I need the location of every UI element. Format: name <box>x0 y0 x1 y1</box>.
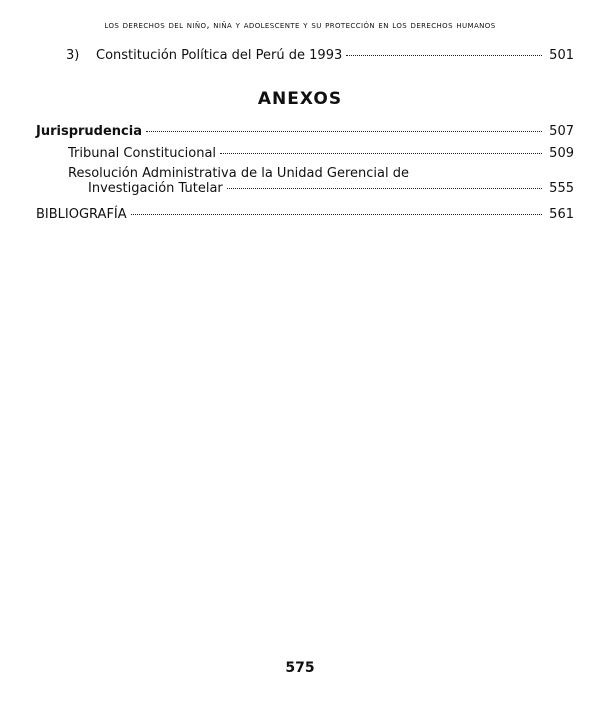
dot-leader <box>227 188 542 189</box>
toc-entry-page: 509 <box>549 146 574 161</box>
toc-entry-tribunal[interactable] <box>68 146 574 161</box>
toc-entry-constitucion[interactable] <box>66 48 574 63</box>
running-header: los derechos del niño, niña y adolescente y su protección en los derechos humanos <box>104 20 496 31</box>
page-number: 575 <box>285 660 315 676</box>
dot-leader <box>220 153 542 154</box>
toc-entry-label <box>66 48 342 63</box>
toc-entry-title: Jurisprudencia <box>36 124 142 139</box>
dot-leader <box>346 55 542 56</box>
toc-entry-page: 501 <box>549 48 574 63</box>
toc-entry-resolucion-line1: Resolución Administrativa de la Unidad Gerencial de <box>68 166 409 181</box>
toc-entry-page: 561 <box>549 207 574 222</box>
toc-entry-page: 507 <box>549 124 574 139</box>
toc-entry-title: BIBLIOGRAFÍA <box>36 207 127 222</box>
toc-entry-jurisprudencia[interactable] <box>36 124 574 139</box>
toc-entry-title: Tribunal Constitucional <box>68 146 217 161</box>
dot-leader <box>146 131 542 132</box>
toc-entry-number: 3) <box>66 48 80 63</box>
toc-entry-resolucion[interactable] <box>88 181 574 196</box>
toc-entry-title: Constitución Política del Perú de 1993 <box>96 48 343 63</box>
toc-entry-title: Investigación Tutelar <box>88 181 223 196</box>
dot-leader <box>131 214 542 215</box>
section-title-anexos: ANEXOS <box>257 89 343 109</box>
toc-entry-page: 555 <box>549 181 574 196</box>
toc-entry-bibliografia[interactable] <box>36 207 574 222</box>
